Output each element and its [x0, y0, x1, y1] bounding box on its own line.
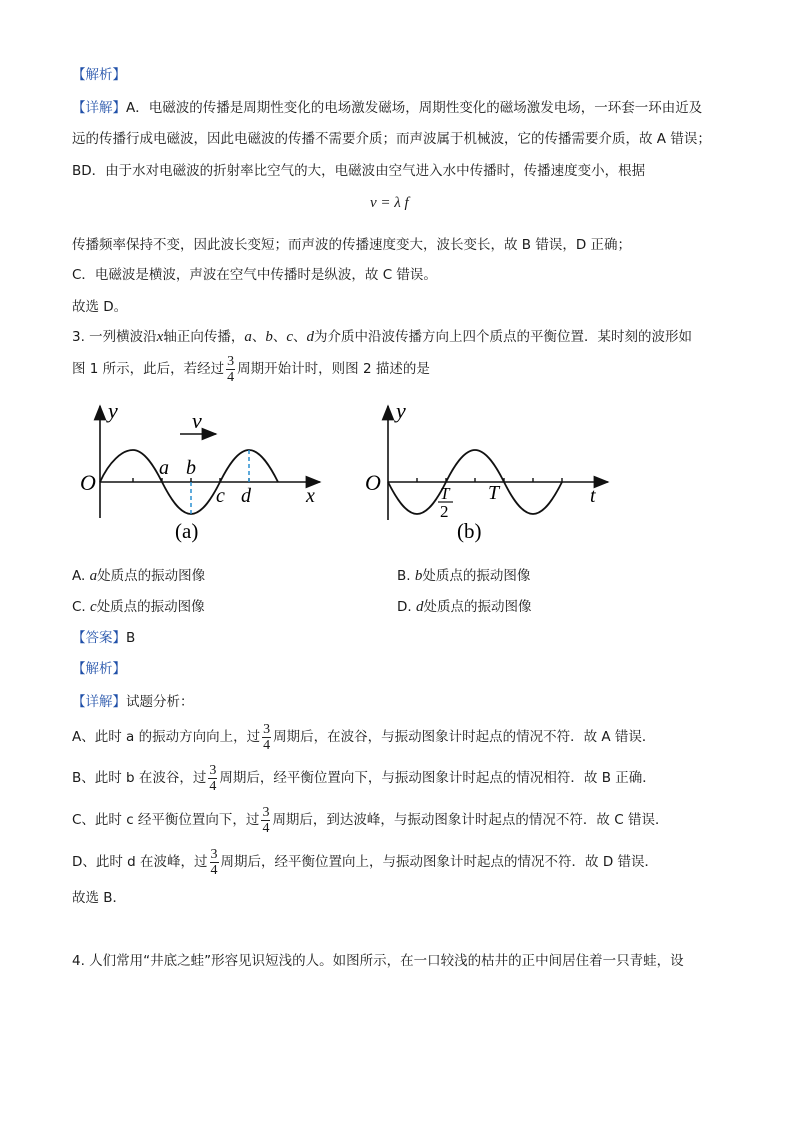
answer-line	[72, 629, 135, 647]
figure-b-half-period-num: T	[440, 484, 450, 503]
figure-a-label-c: c	[216, 485, 225, 507]
q4-line-1: 4. 人们常用“井底之蛙”形容见识短浅的人。如图所示，在一口较浅的枯井的正中间居住着一只青蛙，设	[72, 953, 684, 969]
detail-b-b-post: 周期后，经平衡位置向下，与振动图象计时起点的情况相符．故 B 正确．	[219, 770, 656, 786]
figure-a-x-label: x	[306, 485, 315, 507]
figure-a-caption: (a)	[175, 519, 199, 543]
detail-b-line-b	[72, 761, 656, 795]
detail-line-3: BD．由于水对电磁波的折射率比空气的大，电磁波由空气进入水中传播时，传播速度变小，根据	[72, 163, 646, 179]
q3-sep-2: 、	[272, 329, 287, 345]
figure-b-half-period-den: 2	[440, 502, 449, 521]
option-c-text: 处质点的振动图像	[96, 599, 205, 615]
q3-var-c: c	[286, 329, 294, 345]
figure-a-v-label: v	[192, 408, 202, 433]
figure-b	[360, 398, 622, 548]
frac-den: 4	[210, 862, 218, 878]
option-c-letter: C.	[72, 599, 86, 615]
q3-var-x: x	[156, 329, 164, 345]
q3-line-2	[72, 352, 430, 386]
option-d	[397, 598, 531, 616]
q3-line2-post: 周期开始计时，则图 2 描述的是	[237, 361, 430, 377]
q3-sep-3: 、	[293, 329, 307, 345]
figure-b-caption: (b)	[457, 519, 482, 543]
figure-b-t-label: t	[590, 485, 596, 507]
detail-b-b-pre: B、此时 b 在波谷，过	[72, 770, 207, 786]
analysis-heading: 【解析】	[72, 67, 126, 83]
figure-a-y-label: y	[108, 398, 118, 423]
detail-b-line-d	[72, 845, 658, 879]
figure-b-y-label: y	[396, 398, 406, 423]
detail-tag: 【详解】	[72, 100, 126, 116]
option-a-var: a	[89, 568, 98, 584]
figure-b-origin: O	[365, 470, 381, 495]
q3-text-post: 为介质中沿波传播方向上四个质点的平衡位置．某时刻的波形如	[314, 329, 693, 345]
q3-sep-1: 、	[251, 329, 266, 345]
option-b-var: b	[414, 568, 423, 584]
frac-num: 3	[262, 804, 270, 820]
figure-a-label-d: d	[241, 485, 251, 507]
q3-frac-den: 4	[227, 369, 235, 385]
q3-line-1	[72, 328, 692, 346]
detail-b-c-pre: C、此时 c 经平衡位置向下，过	[72, 812, 260, 828]
detail-line-1	[72, 99, 702, 117]
option-d-var: d	[415, 599, 424, 615]
option-b-text: 处质点的振动图像	[422, 568, 531, 584]
q3-var-a: a	[244, 329, 252, 345]
figure-a-label-a: a	[159, 457, 169, 479]
frac-den: 4	[263, 737, 271, 753]
q3-text-pre: 3. 一列横波沿	[72, 329, 157, 345]
detail-text-1: A．电磁波的传播是周期性变化的电场激发磁场，周期性变化的磁场激发电场，一环套一环由近及	[126, 100, 703, 116]
detail-b-a-fraction	[262, 722, 271, 753]
detail-b-c-fraction	[261, 805, 270, 836]
answer-value: B	[126, 630, 136, 646]
detail-b-tag: 【详解】	[72, 694, 126, 710]
detail-b-a-pre: A、此时 a 的振动方向向上，过	[72, 729, 261, 745]
detail-b-intro-text: 试题分析：	[126, 694, 194, 710]
detail-b-b-fraction	[208, 763, 217, 794]
option-a-letter: A.	[72, 568, 86, 584]
detail-b-line-a	[72, 720, 655, 754]
frac-num: 3	[263, 721, 271, 737]
q3-line2-pre: 图 1 所示，此后，若经过	[72, 361, 225, 377]
option-d-text: 处质点的振动图像	[423, 599, 532, 615]
detail-line-5: C．电磁波是横波，声波在空气中传播时是纵波，故 C 错误。	[72, 267, 437, 283]
formula-v-lambda-f: v = λ f	[370, 195, 409, 211]
frac-num: 3	[209, 762, 217, 778]
option-d-letter: D.	[397, 599, 412, 615]
option-a-text: 处质点的振动图像	[97, 568, 206, 584]
detail-b-intro	[72, 693, 194, 711]
detail-line-4: 传播频率保持不变，因此波长变短；而声波的传播速度变大，波长变长，故 B 错误，D 正确；	[72, 237, 632, 253]
detail-b-d-fraction	[210, 847, 219, 878]
analysis-heading-2: 【解析】	[72, 661, 126, 677]
q3-frac-num: 3	[227, 353, 235, 369]
q3-var-d: d	[306, 329, 315, 345]
figure-a-label-b: b	[186, 457, 196, 479]
figure-b-period-label: T	[488, 482, 500, 504]
option-b	[397, 567, 530, 585]
option-c-var: c	[90, 599, 97, 615]
option-b-letter: B.	[397, 568, 411, 584]
answer-tag: 【答案】	[72, 630, 126, 646]
q3-text-mid: 轴正向传播，	[163, 329, 245, 345]
frac-den: 4	[262, 820, 270, 836]
detail-b-d-pre: D、此时 d 在波峰，过	[72, 854, 208, 870]
detail-b-d-post: 周期后，经平衡位置向上，与振动图象计时起点的情况不符．故 D 错误．	[220, 854, 659, 870]
detail-b-line-c	[72, 803, 668, 837]
q3-fraction	[226, 354, 235, 385]
detail-b-a-post: 周期后，在波谷，与振动图象计时起点的情况不符．故 A 错误．	[273, 729, 656, 745]
frac-den: 4	[209, 778, 217, 794]
detail-b-conclusion: 故选 B．	[72, 890, 127, 906]
detail-line-2: 远的传播行成电磁波，因此电磁波的传播不需要介质；而声波属于机械波，它的传播需要介质，故 A 错误；	[72, 131, 711, 147]
q3-var-b: b	[265, 329, 273, 345]
frac-num: 3	[210, 846, 218, 862]
option-c	[72, 598, 205, 616]
detail-b-c-post: 周期后，到达波峰，与振动图象计时起点的情况不符．故 C 错误．	[272, 812, 669, 828]
figure-a	[78, 398, 340, 548]
detail-line-6: 故选 D。	[72, 299, 128, 315]
figure-a-origin: O	[80, 470, 96, 495]
option-a	[72, 567, 205, 585]
